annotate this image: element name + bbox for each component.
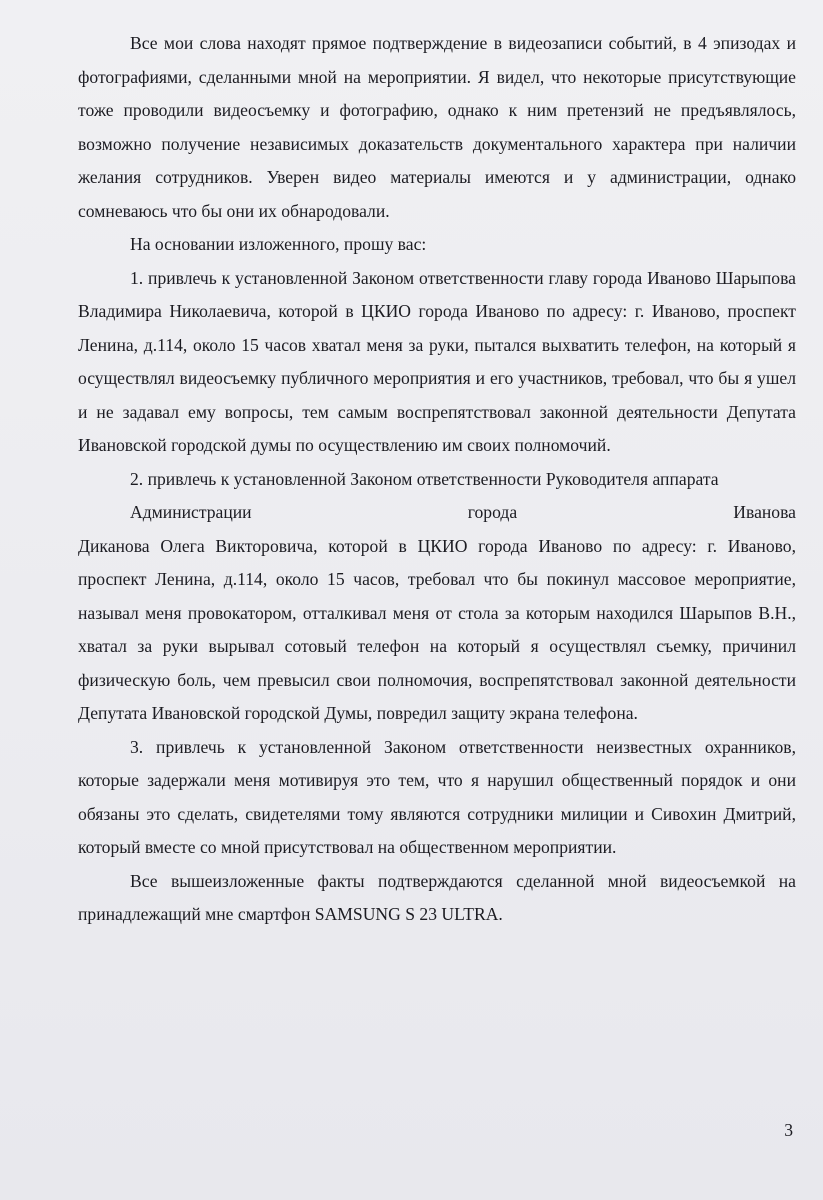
document-body — [78, 27, 796, 932]
spread-word-city: города — [467, 502, 518, 522]
paragraph-request-intro: На основании изложенного, прошу вас: — [130, 234, 427, 254]
paragraph-request-3: 3. привлечь к установленной Законом ответственности неизвестных охранников, которые задержали меня мотивируя это тем, что я нарушил общественный порядок и они обязаны это сделать, свидетелями тому являются сотрудники милиции и Сивохин Дмитрий, который вместе со мной присутствовал на общественном мероприятии. — [78, 736, 796, 857]
paragraph-request-2-spread-line — [78, 496, 796, 530]
page-number: 3 — [784, 1120, 793, 1140]
paragraph-request-2-rest: Диканова Олега Викторовича, которой в ЦКИО города Иваново по адресу: г. Иваново, проспект Ленина, д.114, около 15 часов, требовал что бы покинул массовое мероприятие, называл меня провокатором, отталкивал меня от стола за которым находился Шарыпов В.Н., хватал за руки вырывал сотовый телефон на который я осуществлял съемку, причинил физическую боль, чем превысил свои полномочия, воспрепятствовал законной деятельности Депутата Ивановской городской Думы, повредил защиту экрана телефона. — [78, 535, 796, 723]
paragraph-conclusion: Все вышеизложенные факты подтверждаются сделанной мной видеосъемкой на принадлежащий мне смартфон SAMSUNG S 23 ULTRA. — [78, 870, 796, 924]
paragraph-evidence: Все мои слова находят прямое подтверждение в видеозаписи событий, в 4 эпизодах и фотографиями, сделанными мной на мероприятии. Я видел, что некоторые присутствующие тоже проводили видеосъемку и фотографию, однако к ним претензий не предъявлялось, возможно получение независимых доказательств документального характера при наличии желания сотрудников. Уверен видео материалы имеются и у администрации, однако сомневаюсь что бы они их обнародовали. — [78, 33, 796, 221]
paragraph-request-2-first-line: 2. привлечь к установленной Законом ответственности Руководителя аппарата — [130, 468, 719, 489]
paragraph-request-1: 1. привлечь к установленной Законом ответственности главу города Иваново Шарыпова Владимира Николаевича, которой в ЦКИО города Иваново по адресу: г. Иваново, проспект Ленина, д.114, около 15 часов хватал меня за руки, пытался выхватить телефон, на который я осуществлял видеосъемку публичного мероприятия и его участников, требовал, что бы я ушел и не задавал ему вопросы, тем самым воспрепятствовал законной деятельности Депутата Ивановской городской думы по осуществлению им своих полномочий. — [78, 267, 796, 455]
spread-word-ivanova: Иванова — [733, 502, 796, 522]
spread-word-administration: Администрации — [130, 502, 252, 522]
